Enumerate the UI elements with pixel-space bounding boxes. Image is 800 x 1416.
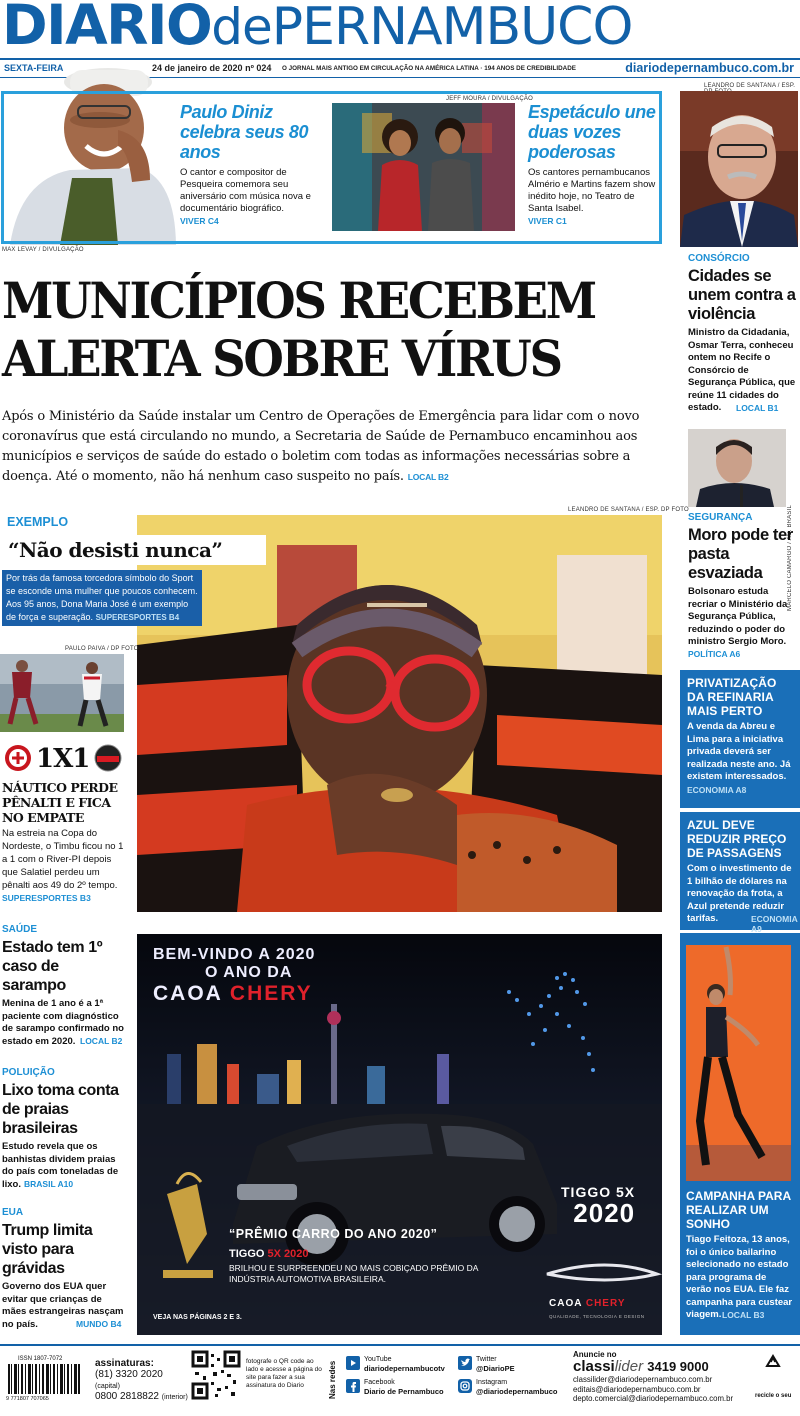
headline-body (2, 407, 670, 487)
recicle-label: recicle o seu (755, 1393, 792, 1399)
top-box-left-edge (1, 91, 177, 94)
nautico-body: Na estreia na Copa do Nordeste, o Timbu ficou no 1 a 1 com o River-PI depois que Salatiel perdeu um pênalti aos 49 do 2º tempo. (2, 828, 124, 891)
moro-photo[interactable] (688, 429, 786, 507)
saude-body: Menina de 1 ano é a 1ª paciente com diagnóstico de sarampo confirmado no estado em 2020. (2, 998, 124, 1047)
ad-pages: VEJA NAS PÁGINAS 2 E 3. (153, 1314, 242, 1321)
duo-story[interactable] (528, 102, 656, 226)
azul-body: Com o investimento de 1 bilhão de dólares na renovação da frota, a Azul pretende reduzir tarifas. (687, 863, 792, 924)
nautico-crest-icon (4, 744, 32, 772)
instagram-icon (458, 1379, 472, 1393)
barcode-digits: 9 771807 707065 (6, 1396, 49, 1402)
instagram-link[interactable]: Instagram @diariodepernambuco (458, 1379, 566, 1396)
email-comercial[interactable]: depto.comercial@diariodepernambuco.com.br (573, 1394, 734, 1403)
footer (0, 1348, 800, 1416)
exemplo-tag: EXEMPLO (7, 515, 69, 529)
twitter-icon (458, 1356, 472, 1370)
nautico-match-photo (0, 654, 124, 732)
seguranca-ref[interactable]: POLÍTICA A6 (688, 648, 741, 659)
osmar-credit: LEANDRO DE SANTANA / ESP. (704, 83, 796, 89)
eua-tag: EUA (2, 1207, 24, 1218)
phone-interior[interactable]: 0800 2818822 (interior) (95, 1391, 188, 1402)
footer-rule (0, 1344, 800, 1346)
recycle-icon (762, 1354, 784, 1374)
email-classilider[interactable]: classilider@diariodepernambuco.com.br (573, 1375, 713, 1384)
headline-line1: MUNICÍPIOS RECEBEM (2, 271, 595, 330)
refinaria-ref[interactable]: ECONOMIA A8 (687, 784, 747, 795)
duo-credit: JEFF MOURA / DIVULGAÇÃO (446, 96, 533, 102)
exemplo-ref[interactable]: SUPERESPORTES B4 (95, 613, 180, 622)
facebook-icon (346, 1379, 360, 1393)
ad-model-5x: 5X (267, 1248, 281, 1260)
seguranca-tag: SEGURANÇA (688, 512, 753, 523)
paulo-photo[interactable] (0, 50, 176, 245)
osmar-terra-photo (680, 91, 798, 247)
youtube-link[interactable]: YouTube diariodepernambucotv (346, 1356, 456, 1373)
dateline-tagline: O JORNAL MAIS ANTIGO EM CIRCULAÇÃO NA AMÉRICA LATINA · 194 ANOS DE CREDIBILIDADE (282, 65, 576, 72)
top-box-left-bottom (1, 241, 177, 244)
paulo-body: O cantor e compositor de Pesqueira comemora seu aniversário com música nova e documentário biográfico. (180, 167, 311, 214)
tiago-feitoza-photo (686, 945, 791, 1181)
eua-body: Governo dos EUA quer evitar que crianças de mães estrangeiras nasçam no país. (2, 1281, 124, 1330)
caoa-chery-ad[interactable] (137, 934, 662, 1335)
azul-box[interactable] (680, 812, 800, 934)
nautico-story[interactable] (2, 780, 124, 903)
ad-tiggo-badge (561, 1184, 635, 1226)
assinaturas-label: assinaturas: (95, 1358, 154, 1369)
ad-logo-chery: CHERY (585, 1298, 626, 1309)
ad-slogan: QUALIDADE, TECNOLOGIA E DESIGN (549, 1314, 645, 1319)
exemplo-body-box (2, 570, 202, 626)
email-editais[interactable]: editais@diariodepernambuco.com.br (573, 1384, 701, 1394)
logo-de: de (211, 0, 272, 56)
sonho-ref[interactable]: LOCAL B3 (722, 1309, 765, 1320)
nautico-title: NÁUTICO PERDE PÊNALTI E FICA NO EMPATE (2, 780, 118, 825)
social-links (346, 1356, 566, 1402)
duo-photo[interactable] (332, 103, 515, 231)
sonho-title: CAMPANHA PARA REALIZAR UM SONHO (686, 1189, 791, 1231)
twitter-link[interactable]: Twitter @DiarioPE (458, 1356, 566, 1373)
ad-badge-year: 2020 (573, 1198, 636, 1228)
anuncie-label: Anuncie no (573, 1350, 617, 1359)
azul-title: AZUL DEVE REDUZIR PREÇO DE PASSAGENS (687, 818, 787, 860)
saude-title: Estado tem 1º caso de sarampo (2, 939, 103, 994)
eua-title: Trump limita visto para grávidas (2, 1222, 93, 1277)
classilider[interactable] (573, 1350, 758, 1404)
refinaria-box[interactable] (680, 670, 800, 808)
paulo-title: Paulo Diniz celebra seus 80 anos (180, 102, 309, 162)
azul-ref[interactable]: ECONOMIA A9 (751, 913, 798, 934)
ad-badge-model: TIGGO 5X (561, 1184, 636, 1200)
sergio-moro-photo (688, 429, 786, 507)
phone-capital[interactable]: (81) 3320 2020 (capital) (95, 1369, 163, 1390)
seguranca-title: Moro pode ter pasta esvaziada (688, 526, 793, 582)
duo-body: Os cantores pernambucanos Almério e Martins fazem show inédito hoje, no Teatro de Santa Isabel. (528, 167, 656, 214)
consorcio-tag: CONSÓRCIO (688, 253, 750, 264)
refinaria-body: A venda da Abreu e Lima para a iniciativa privada deverá ser realizada neste ano. Já existem interessados. (687, 721, 791, 782)
consorcio-body: Ministro da Cidadania, Osmar Terra, conheceu ontem no Recife o Consórcio de Segurança Pública, que reúne 11 cidades do estado. (688, 327, 796, 413)
ad-desc: BRILHOU E SURPREENDEU NO MAIS COBIÇADO PRÊMIO DA INDÚSTRIA AUTOMOTIVA BRASILEIRA. (229, 1263, 478, 1284)
ad-line1: BEM-VINDO A 2020 (153, 946, 316, 963)
river-pi-crest-icon (94, 744, 122, 772)
duo-ref[interactable]: VIVER C1 (528, 216, 567, 226)
ad-model-tiggo: TIGGO (229, 1248, 265, 1260)
soccer-credit: PAULO PAIVA / DP FOTO (65, 646, 139, 652)
saude-ref[interactable]: LOCAL B2 (80, 1036, 123, 1046)
ad-brand (153, 982, 315, 1006)
ad-award: “PRÊMIO CARRO DO ANO 2020” (229, 1227, 438, 1241)
dona-maria-jose-photo (137, 515, 662, 912)
paulo-ref[interactable]: VIVER C4 (180, 216, 219, 226)
poluicao-story[interactable] (2, 1067, 126, 1189)
saude-tag: SAÚDE (2, 924, 38, 935)
nas-redes: Nas redes (328, 1360, 337, 1400)
facebook-link[interactable]: Facebook Diario de Pernambuco (346, 1379, 456, 1396)
refinaria-title: PRIVATIZAÇÃO DA REFINARIA MAIS PERTO (687, 676, 777, 718)
logo-diario: DIARIO (2, 0, 212, 57)
ad-brand-caoa: CAOA (153, 982, 223, 1005)
ad-model-tail: 2020 (284, 1248, 309, 1260)
logo-pernambuco: PERNAMBUCO (271, 0, 633, 57)
classilider-phone[interactable]: 3419 9000 (647, 1359, 709, 1374)
barcode-icon (6, 1364, 82, 1400)
ad-brand-chery: CHERY (229, 982, 313, 1005)
site-link[interactable]: diariodepernambuco.com.br (625, 61, 794, 75)
eua-story[interactable] (2, 1207, 126, 1329)
paulo-story[interactable] (180, 102, 312, 226)
qr-text: fotografe o QR code ao lado e acesse a página do site para fazer a sua assinatura do Diario (246, 1358, 322, 1389)
seguranca-story[interactable] (688, 512, 798, 659)
headline-ref[interactable]: LOCAL B2 (407, 472, 449, 482)
consorcio-story[interactable] (688, 253, 798, 413)
exemplo-body: Por trás da famosa torcedora símbolo do Sport se esconde uma mulher que poucos conhecem. Aos 95 anos, Dona Maria José é um exemplo de força e superação. (6, 573, 198, 622)
soccer-photo[interactable] (0, 654, 124, 732)
headline-line2: ALERTA SOBRE VÍRUS (2, 329, 561, 388)
paulo-credit: MAX LEVAY / DIVULGAÇÃO (2, 247, 84, 253)
eua-ref[interactable]: MUNDO B4 (76, 1319, 122, 1329)
dateline-weekday: SEXTA-FEIRA (4, 63, 64, 73)
poluicao-ref[interactable]: BRASIL A10 (24, 1179, 74, 1189)
issn: ISSN 1807-7072 (18, 1356, 63, 1362)
osmar-photo[interactable] (680, 91, 798, 247)
dona-maria-photo[interactable] (137, 515, 662, 912)
score-row (0, 742, 124, 778)
exemplo-credit: LEANDRO DE SANTANA / ESP. DP FOTO (568, 507, 689, 513)
qr-code-icon[interactable] (191, 1350, 241, 1400)
classilider-brand: classilider 3419 9000 (573, 1358, 709, 1375)
seguranca-body: Bolsonaro estuda recriar o Ministério da Segurança Pública, reduzindo o poder do ministro Sergio Moro. (688, 586, 788, 647)
consorcio-ref[interactable]: LOCAL B1 (736, 402, 779, 413)
poluicao-body: Estudo revela que os banhistas dividem praias do país com toneladas de lixo. (2, 1141, 119, 1190)
poluicao-tag: POLUIÇÃO (2, 1067, 55, 1078)
exemplo-quote: “Não desisti nunca” (2, 535, 266, 565)
ad-logo-bottom (549, 1298, 626, 1309)
poluicao-title: Lixo toma conta de praias brasileiras (2, 1082, 119, 1137)
saude-story[interactable] (2, 924, 126, 1046)
sonho-body: Tiago Feitoza, 13 anos, foi o único bailarino selecionado no estado para programa de verão nos EUA. Ele faz campanha para custear viagem. (686, 1234, 793, 1320)
youtube-icon (346, 1356, 360, 1370)
ad-headline (153, 946, 315, 1006)
nautico-ref[interactable]: SUPERESPORTES B3 (2, 893, 91, 903)
duo-title: Espetáculo une duas vozes poderosas (528, 102, 656, 162)
moro-credit: MARCELO CAMARGO / AG. BRASIL (787, 505, 793, 611)
headline-text: Após o Ministério da Saúde instalar um Centro de Operações de Emergência para lidar com o novo coronavírus que está circulando no mundo, a Secretaria de Saúde de Pernambuco encaminhou aos municípios e serviços de saúde do estado o boletim com todas as informações necessárias sobre a doença. Até o momento, não há nenhum caso suspeito no país. (2, 409, 640, 484)
top-box-left-side (1, 91, 4, 244)
ad-model-line (229, 1248, 309, 1260)
main-headline[interactable] (2, 272, 672, 388)
subscriptions (95, 1358, 190, 1402)
dateline-date: 24 de janeiro de 2020 nº 024 (152, 63, 272, 73)
paulo-diniz-photo (0, 50, 176, 245)
sonho-story[interactable] (686, 1189, 794, 1320)
bailarino-photo[interactable] (686, 945, 791, 1181)
ad-logo-caoa: CAOA (549, 1298, 583, 1309)
match-score: 1X1 (36, 744, 90, 774)
consorcio-title: Cidades se unem contra a violência (688, 267, 796, 323)
almerio-martins-photo (332, 103, 515, 231)
ad-line2: O ANO DA (205, 964, 293, 981)
